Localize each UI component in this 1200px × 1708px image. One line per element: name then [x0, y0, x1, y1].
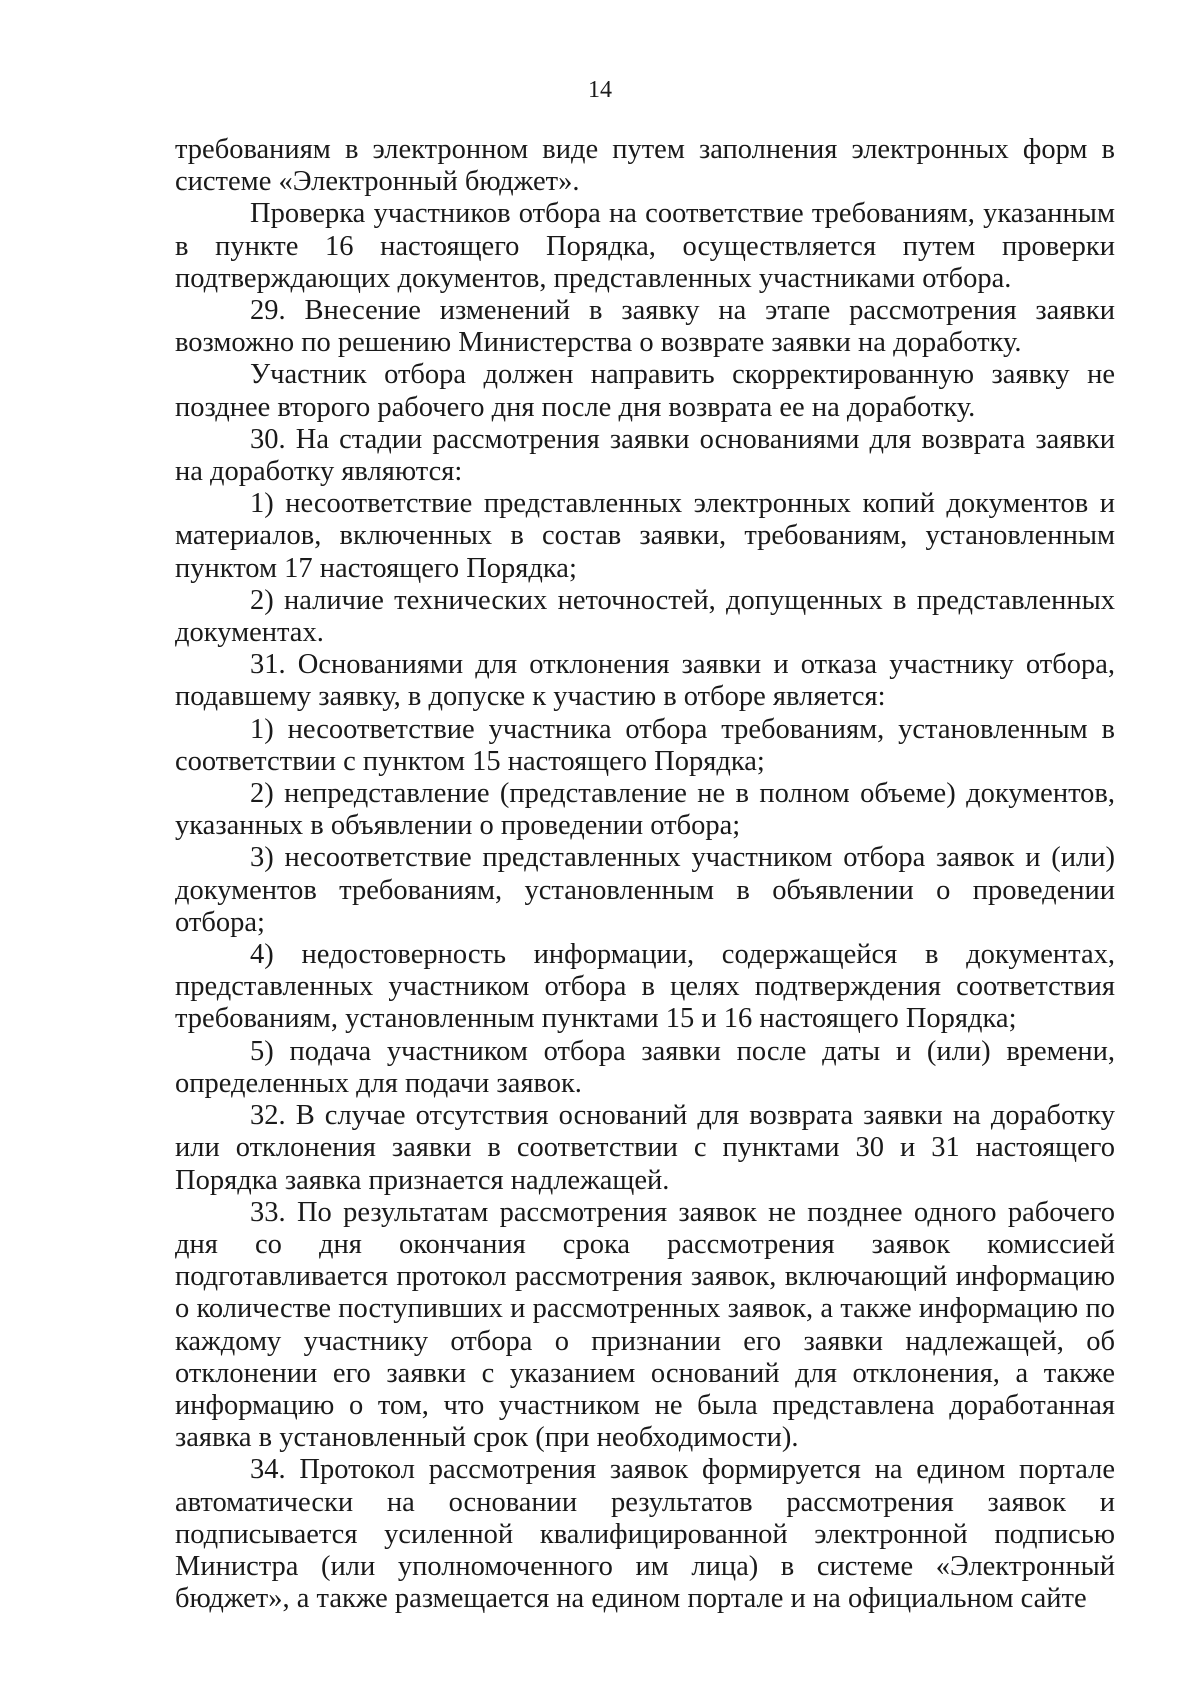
paragraph: 30. На стадии рассмотрения заявки основаниями для возврата заявки на доработку являются: [175, 423, 1115, 488]
page-number: 14 [588, 77, 612, 103]
paragraph: 1) несоответствие представленных электронных копий документов и материалов, включенных в состав заявки, требованиям, установленным пунктом 17 настоящего Порядка; [175, 488, 1115, 584]
paragraph: Проверка участников отбора на соответствие требованиям, указанным в пункте 16 настоящего Порядка, осуществляется путем проверки подтверждающих документов, представленных участниками отбора. [175, 198, 1115, 294]
paragraph: 32. В случае отсутствия оснований для возврата заявки на доработку или отклонения заявки в соответствии с пунктами 30 и 31 настоящего Порядка заявка признается надлежащей. [175, 1100, 1115, 1196]
paragraph: 2) наличие технических неточностей, допущенных в представленных документах. [175, 584, 1115, 649]
paragraph: 2) непредставление (представление не в полном объеме) документов, указанных в объявлении о проведении отбора; [175, 778, 1115, 842]
paragraph: 29. Внесение изменений в заявку на этапе рассмотрения заявки возможно по решению Министерства о возврате заявки на доработку. [175, 295, 1115, 359]
paragraph: 34. Протокол рассмотрения заявок формируется на едином портале автоматически на основании результатов рассмотрения заявок и подписывается усиленной квалифицированной электронной подписью Министра (или уполномоченного им лица) в системе «Электронный бюджет», а также размещается на едином портале и на официальном сайте [175, 1454, 1115, 1615]
paragraph: 3) несоответствие представленных участником отбора заявок и (или) документов требованиям, установленным в объявлении о проведении отбора; [175, 842, 1115, 938]
paragraph: 31. Основаниями для отклонения заявки и отказа участнику отбора, подавшему заявку, в допуске к участию в отборе является: [175, 649, 1115, 713]
paragraph: 33. По результатам рассмотрения заявок не позднее одного рабочего дня со дня окончания срока рассмотрения заявок комиссией подготавливается протокол рассмотрения заявок, включающий информацию о количестве поступивших и рассмотренных заявок, а также информацию по каждому участнику отбора о признании его заявки надлежащей, об отклонении его заявки с указанием оснований для отклонения, а также информацию о том, что участником не была представлена доработанная заявка в установленный срок (при необходимости). [175, 1196, 1115, 1454]
document-body [175, 134, 1115, 1615]
paragraph: 1) несоответствие участника отбора требованиям, установленным в соответствии с пунктом 15 настоящего Порядка; [175, 713, 1115, 777]
paragraph: Участник отбора должен направить скорректированную заявку не позднее второго рабочего дня после дня возврата ее на доработку. [175, 359, 1115, 423]
paragraph: 4) недостоверность информации, содержащейся в документах, представленных участником отбора в целях подтверждения соответствия требованиям, установленным пунктами 15 и 16 настоящего Порядка; [175, 939, 1115, 1035]
paragraph: требованиям в электронном виде путем заполнения электронных форм в системе «Электронный бюджет». [175, 134, 1115, 198]
paragraph: 5) подача участником отбора заявки после даты и (или) времени, определенных для подачи заявок. [175, 1035, 1115, 1099]
